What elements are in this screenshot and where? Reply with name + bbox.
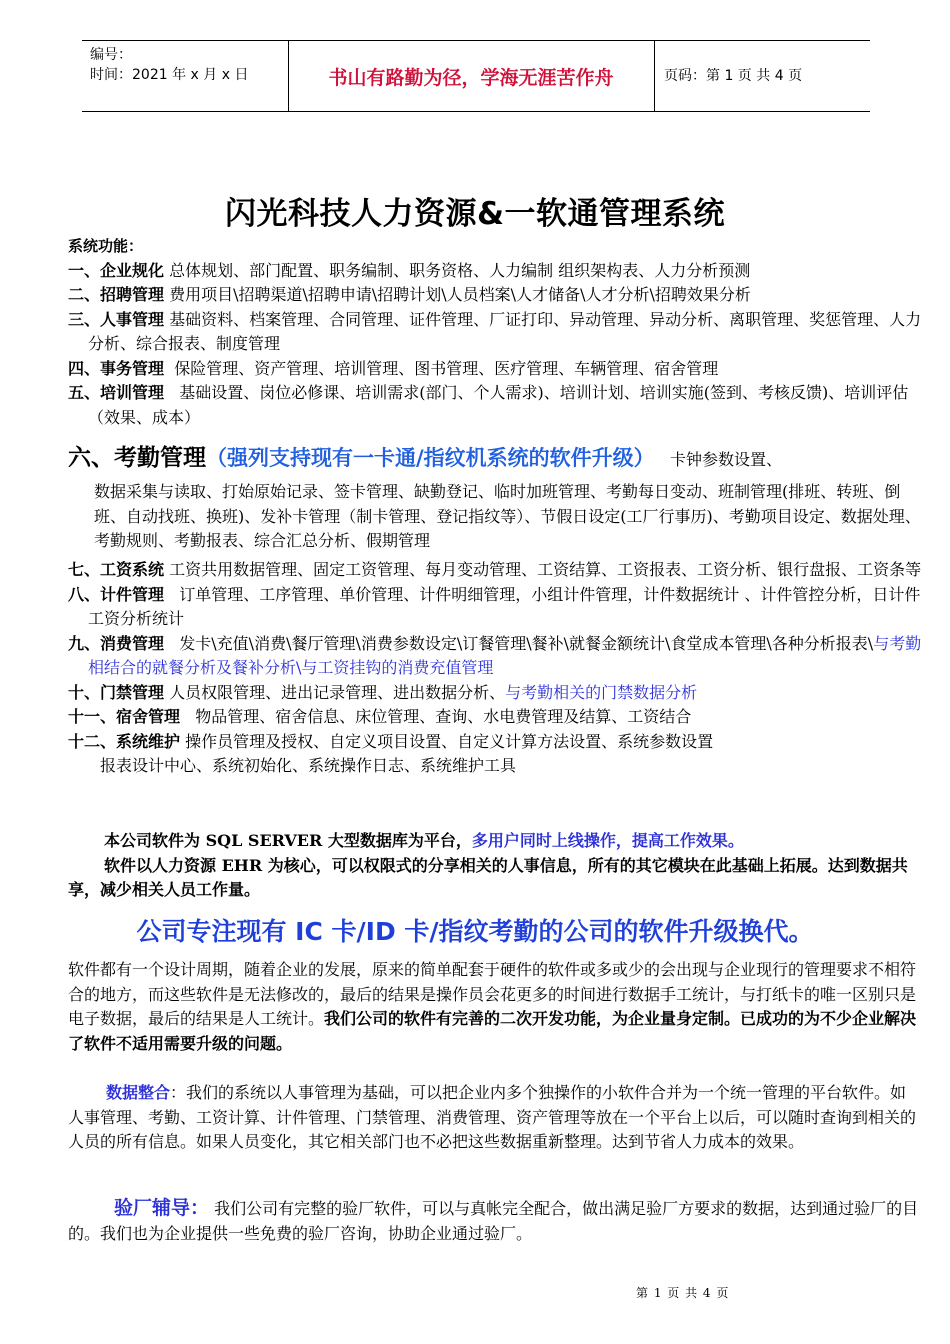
intro-highlight: 多用户同时上线操作，提高工作效果。	[471, 831, 744, 850]
module-text: 费用项目\招聘渠道\招聘申请\招聘计划\人员档案\人才储备\人才分析\招聘效果分析	[169, 285, 751, 304]
module-item	[68, 705, 926, 730]
module-label: 十一、宿舍管理	[68, 707, 181, 726]
module-label: 十二、系统维护	[68, 731, 181, 751]
module-label: 六、考勤管理	[68, 445, 206, 471]
module-text: 基础设置、岗位必修课、培训需求(部门、个人需求)、培训计划、培训实施(签到、考核反馈)、培训评估（效果、成本）	[88, 383, 909, 427]
module-label: 四、事务管理	[68, 358, 165, 378]
module-text: 操作员管理及授权、自定义项目设置、自定义计算方法设置、系统参数设置	[185, 731, 714, 751]
module-highlight: 与考勤相结合的就餐分析及餐补分析\与工资挂钩的消费充值管理	[88, 633, 922, 677]
module-item	[68, 308, 926, 357]
module-label: 八、计件管理	[68, 584, 165, 604]
module-label: 二、招聘管理	[68, 285, 165, 304]
module-highlight: （强列支持现有一卡通/指纹机系统的软件升级）	[206, 446, 655, 470]
module-item	[68, 730, 926, 755]
features-section	[68, 234, 926, 430]
module-item	[68, 259, 926, 284]
factory-paragraph	[68, 1196, 926, 1246]
module-item: 报表设计中心、系统初始化、系统操作日志、系统维护工具	[100, 756, 517, 775]
doc-date: 时间：2021 年 x 月 x 日	[90, 67, 249, 83]
module-label: 七、工资系统	[68, 560, 165, 579]
factory-label: 验厂辅导：	[114, 1197, 210, 1219]
integration-label: 数据整合	[106, 1083, 171, 1102]
header-motto: 书山有路勤为径，学海无涯苦作舟	[328, 67, 614, 89]
module-label: 十、门禁管理	[68, 682, 165, 702]
module-item	[68, 558, 926, 583]
features-heading: 系统功能：	[68, 237, 144, 255]
module-text: 发卡\充值\消费\餐厅管理\消费参数设定\订餐管理\餐补\就餐金额统计\食堂成本管理\各种分析报表\	[179, 633, 874, 653]
doc-number: 编号：	[90, 47, 132, 63]
modules-section-2	[68, 558, 926, 779]
header-meta	[90, 45, 248, 85]
module-item	[68, 357, 926, 382]
intro-paragraph	[68, 829, 926, 854]
intro-text: 本公司软件为 SQL SERVER 大型数据库为平台，	[104, 831, 472, 850]
module-text: 数据采集与读取、打始原始记录、签卡管理、缺勤登记、临时加班管理、考勤每日变动、班制管理(排班、转班、倒班、自动找班、换班)、发补卡管理（制卡管理、登记指纹等）、节假日设定(工厂行事历)、考勤项目设定、数据处理、考勤规则、考勤报表、综合汇总分析、假期管理	[94, 482, 921, 550]
integration-text: ：我们的系统以人事管理为基础，可以把企业内多个独操作的小软件合并为一个统一管理的平台软件。如 人事管理、考勤、工资计算、计件管理、门禁管理、消费管理、资产管理等放在一个平台上以后，可以随时查询到相关的人员的所有信息。如果人员变化，其它相关部门也不必把这些数据重新整理。达到节省人力成本的效果。	[68, 1083, 917, 1151]
document-header	[82, 40, 870, 112]
slogan: 公司专注现有 IC 卡/ID 卡/指纹考勤的公司的软件升级换代。	[136, 917, 814, 946]
upgrade-paragraph	[68, 958, 926, 1056]
module-label: 五、培训管理	[68, 383, 165, 402]
module-label: 三、人事管理	[68, 309, 165, 329]
intro-paragraph: 软件以人力资源 EHR 为核心，可以权限式的分享相关的人事信息，所有的其它模块在此基础上拓展。达到数据共享，减少相关人员工作量。	[68, 855, 908, 899]
module-text: 总体规划、部门配置、职务编制、职务资格、人力编制 组织架构表、人力分析预测	[169, 260, 751, 280]
page-footer: 第 1 页 共 4 页	[636, 1286, 730, 1300]
module-item	[68, 283, 926, 308]
module-item	[68, 583, 926, 632]
module-attendance	[68, 442, 926, 554]
module-text: 保险管理、资产管理、培训管理、图书管理、医疗管理、车辆管理、宿舍管理	[174, 358, 719, 378]
module-text: 订单管理、工序管理、单价管理、计件明细管理，小组计件管理，计件数据统计 、计件管控分析，日计件工资分析统计	[88, 584, 921, 628]
integration-paragraph	[68, 1081, 926, 1155]
module-label: 九、消费管理	[68, 633, 165, 653]
upgrade-bold-text: 我们公司的软件有完善的二次开发功能，为企业量身定制。已成功的为不少企业解决了软件不适用需要升级的问题。	[68, 1009, 917, 1053]
module-item	[68, 632, 926, 681]
intro-section	[68, 829, 926, 903]
header-page-info: 页码：第 1 页 共 4 页	[664, 68, 803, 84]
module-text: 物品管理、宿舍信息、床位管理、查询、水电费管理及结算、工资结合	[195, 707, 692, 726]
module-label: 一、企业规化	[68, 260, 165, 280]
upgrade-text: 软件都有一个设计周期，随着企业的发展，原来的简单配套于硬件的软件或多或少的会出现与企业现行的管理要求不相符合的地方，而这些软件是无法修改的，最后的结果是操作员会花更多的时间进行数据手工统计，与打纸卡的唯一区别只是电子数据，最后的结果是人工统计。	[68, 960, 917, 1028]
module-highlight: 与考勤相关的门禁数据分析	[505, 682, 698, 702]
module-text: 卡钟参数设置、	[669, 450, 782, 469]
document-title: 闪光科技人力资源&一软通管理系统	[224, 196, 726, 232]
module-item	[68, 681, 926, 706]
module-item	[68, 381, 926, 430]
header-divider	[654, 41, 655, 111]
module-text: 基础资料、档案管理、合同管理、证件管理、厂证打印、异动管理、异动分析、离职管理、奖惩管理、人力分析、综合报表、制度管理	[88, 309, 922, 353]
module-text: 人员权限管理、进出记录管理、进出数据分析、	[169, 682, 506, 702]
module-text: 工资共用数据管理、固定工资管理、每月变动管理、工资结算、工资报表、工资分析、银行盘报、工资条等	[169, 560, 922, 579]
factory-text: 我们公司有完整的验厂软件，可以与真帐完全配合，做出满足验厂方要求的数据，达到通过验厂的目的。我们也为企业提供一些免费的验厂咨询，协助企业通过验厂。	[68, 1199, 919, 1243]
